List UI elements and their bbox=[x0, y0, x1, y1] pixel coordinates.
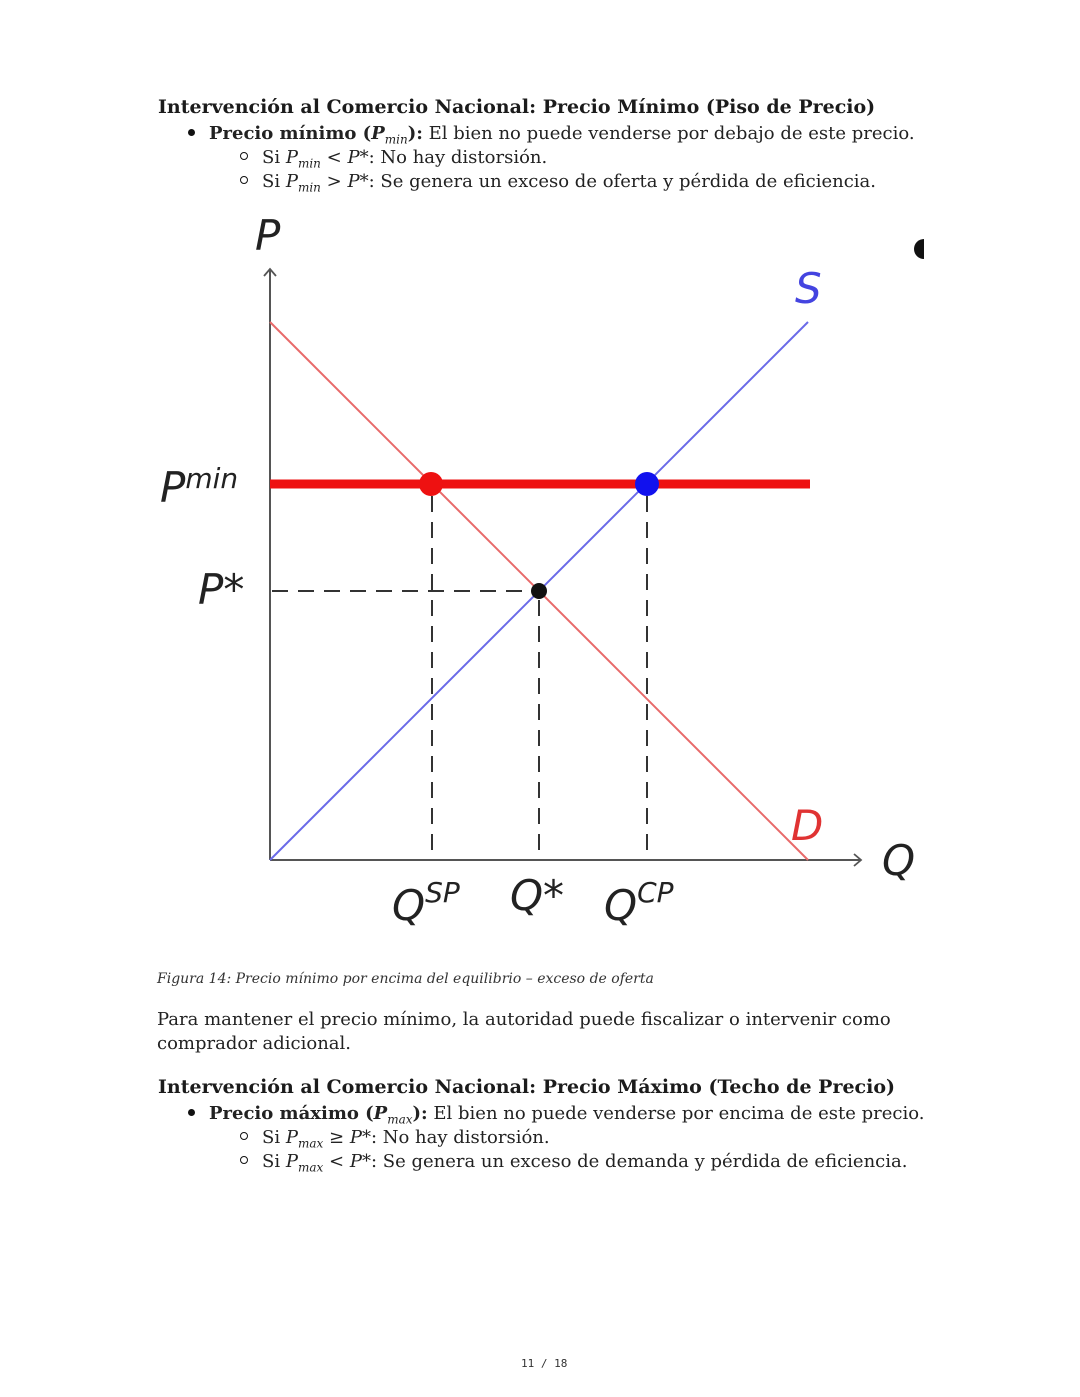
q-axis-label: Q bbox=[882, 836, 916, 885]
pstar-label: P* bbox=[198, 565, 245, 614]
bullet-circle-icon bbox=[240, 1132, 248, 1140]
sub-item-excess-demand: Si $P_{max} < P*$: Se genera un exceso de demanda y pérdida de eficiencia. bbox=[240, 1151, 907, 1175]
page-number: 11 / 18 bbox=[521, 1357, 568, 1370]
bullet-disc-icon bbox=[188, 129, 195, 136]
sub-item-no-distortion: Si $P_{min} < P*$: No hay distorsión. bbox=[240, 147, 547, 171]
bullet-circle-icon bbox=[240, 152, 248, 160]
bullet-disc-icon bbox=[188, 1109, 195, 1116]
figure-caption: Figura 14: Precio mínimo por encima del equilibrio – exceso de oferta bbox=[157, 971, 654, 987]
pmin-label: $P^{min}$ bbox=[160, 462, 239, 512]
bullet-circle-icon bbox=[240, 176, 248, 184]
sub-item-excess-supply: Si $P_{min} > P*$: Se genera un exceso de oferta y pérdida de eficiencia. bbox=[240, 171, 876, 195]
qsp-point bbox=[419, 472, 443, 496]
bullet-price-ceiling: Precio máximo $(P_{max})$: El bien no puede venderse por encima de este precio. bbox=[188, 1103, 924, 1127]
supply-label: S bbox=[795, 264, 822, 313]
bullet-circle-icon bbox=[240, 1156, 248, 1164]
qstar-label: Q* bbox=[510, 871, 565, 920]
bullet-price-floor: Precio mínimo $(P_{min})$: El bien no puede venderse por debajo de este precio. bbox=[188, 123, 915, 147]
section-heading-price-ceiling: Intervención al Comercio Nacional: Precio Máximo (Techo de Precio) bbox=[158, 1076, 896, 1098]
qcp-point bbox=[635, 472, 659, 496]
qcp-label: $Q^{CP}$ bbox=[604, 876, 674, 930]
qsp-label: $Q^{SP}$ bbox=[392, 876, 460, 930]
p-axis-label: P bbox=[255, 211, 281, 260]
equilibrium-point bbox=[531, 583, 547, 599]
section-heading-price-floor: Intervención al Comercio Nacional: Precio Mínimo (Piso de Precio) bbox=[158, 96, 876, 118]
demand-label: D bbox=[791, 801, 824, 850]
sub-item-no-distortion-max: Si $P_{max} \ge P*$: No hay distorsión. bbox=[240, 1127, 550, 1151]
price-floor-diagram bbox=[150, 205, 940, 935]
body-paragraph: Para mantener el precio mínimo, la autoridad puede fiscalizar o intervenir como comprador adicional. bbox=[157, 1009, 891, 1054]
